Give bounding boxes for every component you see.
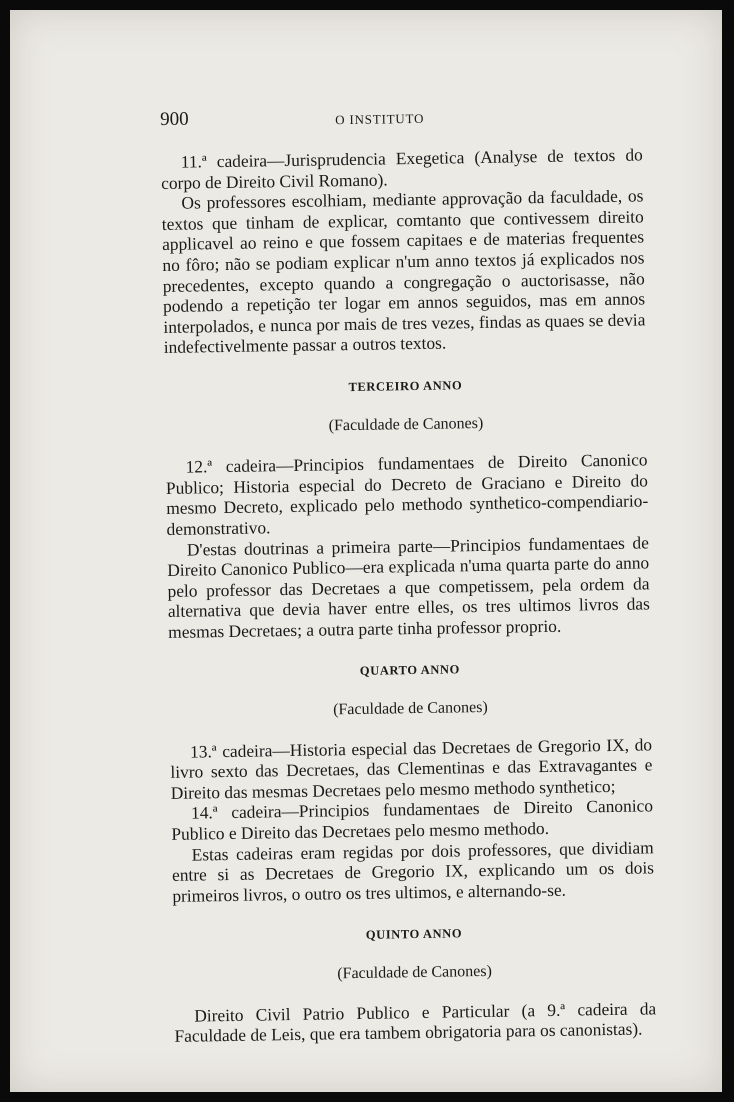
paragraph-direito-civil-patrio: Direito Civil Patrio Publico e Particular (a 9.ª cadeira da Faculdade de Leis, que era tambem obrigatoria para os canonistas). xyxy=(174,997,657,1047)
paragraph-doutrinas: D'estas doutrinas a primeira parte—Principios fundamentaes de Direito Canonico Publico—era explicada n'uma quarta parte do anno pelo professor das Decretaes a que competissem, pela ordem da alternativa que devia haver entre elles, os tres ultimos livros das mesmas Decretaes; a outra parte tinha professor proprio. xyxy=(167,531,650,642)
paragraph-cadeira-14: 14.ª cadeira—Principios fundamentaes de Direito Canonico Publico e Direito das Decretaes pelo mesmo methodo. xyxy=(171,795,654,844)
paragraph-cadeiras-regidas: Estas cadeiras eram regidas por dois professores, que dividiam entre si as Decretaes de Gregorio IX, explicando um os dois primeiros livros, o outro os tres ultimos, e alternando-se. xyxy=(171,836,655,906)
page-number: 900 xyxy=(159,108,189,130)
section-subtitle-terceiro-anno: (Faculdade de Canones) xyxy=(328,414,484,434)
section-subtitle-quarto-anno: (Faculdade de Canones) xyxy=(332,698,488,719)
section-title-terceiro-anno: TERCEIRO ANNO xyxy=(348,378,463,395)
page-header xyxy=(160,102,642,136)
paragraph-professores: Os professores escolhiam, mediante approvação da faculdade, os textos que tinham de explicar, comtanto que contivessem direito applicavel ao reino e que fossem capitaes e de materias frequentes no fôro; não se podiam explicar n'um anno textos já explicados nos precedentes, excepto quando a congregação o auctorisasse, não podendo a repetição ter logar em annos seguidos, mas em annos interpolados, e nunca por mais de tres vezes, findas as quaes se devia indefectivelmente passar a outros textos. xyxy=(161,185,646,358)
paragraph-cadeira-11: 11.ª cadeira—Jurisprudencia Exegetica (Analyse de textos do corpo de Direito Civil Romano). xyxy=(160,144,643,193)
book-page xyxy=(10,10,722,1092)
section-subtitle-quinto-anno: (Faculdade de Canones) xyxy=(337,962,493,983)
paragraph-cadeira-12: 12.ª cadeira—Principios fundamentaes de Direito Canonico Publico; Historia especial do Decreto de Graciano e Direito do mesmo Decreto, explicado pelo methodo synthetico-compendiario-demonstrativo. xyxy=(165,449,649,539)
page-text-block xyxy=(160,102,657,1046)
paragraph-cadeira-13: 13.ª cadeira—Historia especial das Decretaes de Gregorio IX, do livro sexto das Decretaes, das Clementinas e das Extravagantes e Direito das mesmas Decretaes pelo mesmo methodo synthetico; xyxy=(170,734,653,803)
section-title-quinto-anno: QUINTO ANNO xyxy=(365,926,463,943)
section-title-quarto-anno: QUARTO ANNO xyxy=(359,662,460,679)
running-title: O INSTITUTO xyxy=(335,110,425,128)
